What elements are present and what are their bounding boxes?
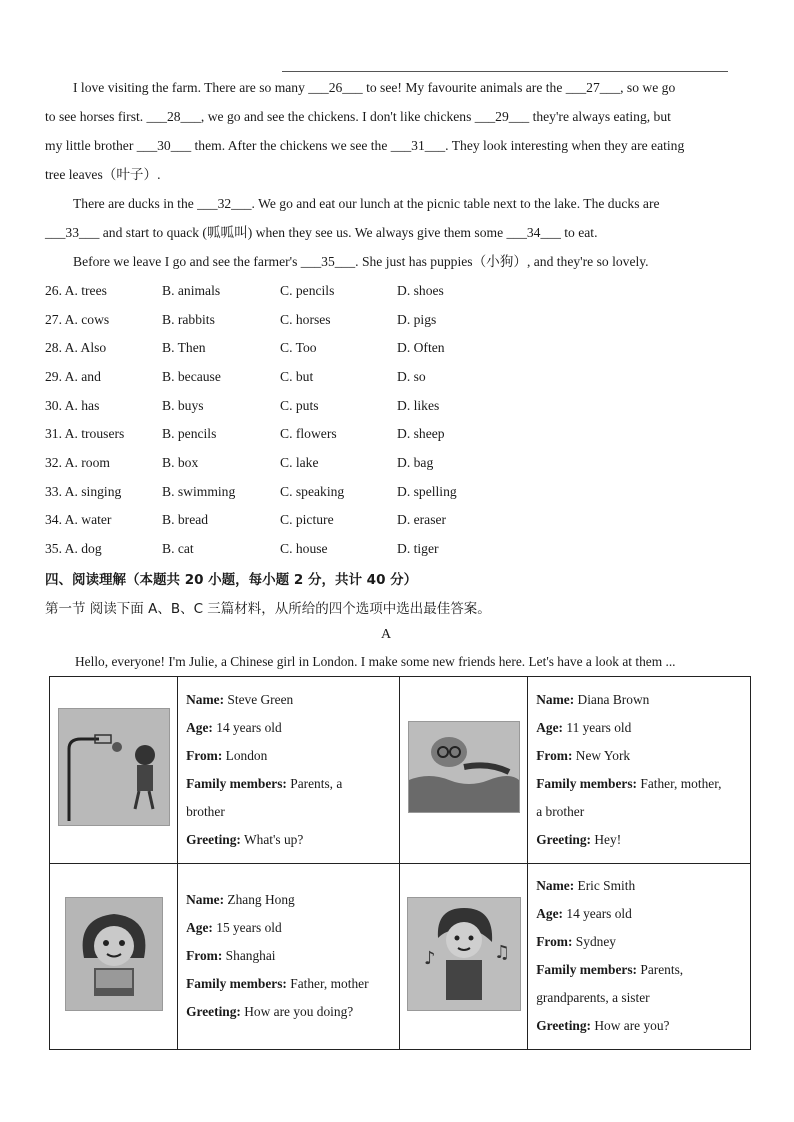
name-line [536, 872, 750, 900]
option-b[interactable]: B. box [162, 455, 199, 470]
photo-cell [400, 677, 528, 864]
option-d[interactable]: D. bag [397, 455, 434, 470]
option-a[interactable]: 26. A. trees [45, 283, 107, 298]
option-d[interactable]: D. spelling [397, 484, 457, 499]
option-c[interactable]: C. speaking [280, 484, 345, 499]
passage-line: tree leaves（叶子）. [45, 167, 161, 182]
passage-line: my little brother ___30___ them. After the chickens we see the ___31___. They look interesting when they are eating [45, 138, 685, 153]
name-line [536, 686, 750, 714]
option-b[interactable]: B. swimming [162, 484, 236, 499]
reading-intro: Hello, everyone! I'm Julie, a Chinese girl in London. I make some new friends here. Let's have a look at them ... [75, 654, 676, 669]
option-d[interactable]: D. sheep [397, 426, 445, 441]
family-value: Parents, a [290, 775, 343, 791]
option-b[interactable]: B. cat [162, 541, 194, 556]
option-b[interactable]: B. pencils [162, 426, 217, 441]
family-value: Parents, [640, 962, 684, 978]
greeting-label: Greeting: [186, 1004, 241, 1020]
option-d[interactable]: D. tiger [397, 541, 439, 556]
friend-info-zhang [178, 863, 400, 1050]
passage-line: There are ducks in the ___32___. We go and eat our lunch at the picnic table next to the lake. The ducks are [73, 196, 660, 211]
greeting-line [186, 998, 399, 1026]
option-c[interactable]: C. Too [280, 340, 317, 355]
family-line [186, 970, 399, 998]
boy-basketball-drawing-icon [58, 708, 170, 826]
passage-paragraph-2 [45, 189, 735, 247]
passage-paragraph-3 [45, 247, 735, 276]
family-value: Father, mother [290, 976, 369, 992]
option-b[interactable]: B. rabbits [162, 312, 215, 327]
option-d[interactable]: D. likes [397, 398, 440, 413]
family-value: Father, mother, [640, 775, 722, 791]
header-rule [282, 71, 728, 72]
passage-paragraph-1 [45, 73, 735, 189]
age-value: 11 years old [566, 719, 632, 735]
option-b[interactable]: B. because [162, 369, 221, 384]
option-a[interactable]: 27. A. cows [45, 312, 110, 327]
friend-info-diana [528, 677, 751, 864]
girl-reading-drawing-icon [65, 897, 163, 1011]
table-row [50, 863, 751, 1050]
option-d[interactable]: D. Often [397, 340, 445, 355]
from-value: Shanghai [225, 948, 276, 964]
passage-line: to see horses first. ___28___, we go and see the chickens. I don't like chickens ___29___ they're always eating, but [45, 109, 671, 124]
option-d[interactable]: D. so [397, 369, 426, 384]
option-b[interactable]: B. bread [162, 512, 209, 527]
family-label: Family members: [536, 962, 638, 978]
from-line [536, 742, 750, 770]
friend-info-steve [178, 677, 400, 864]
greeting-value: How are you doing? [244, 1004, 354, 1020]
option-a[interactable]: 29. A. and [45, 369, 101, 384]
family-line [536, 770, 750, 798]
family-label: Family members: [536, 775, 638, 791]
boy-music-drawing-icon [407, 897, 521, 1011]
photo-cell [400, 863, 528, 1050]
option-c[interactable]: C. house [280, 541, 328, 556]
name-line [186, 886, 399, 914]
from-line [186, 742, 399, 770]
option-a[interactable]: 34. A. water [45, 512, 112, 527]
svg-text:♪: ♪ [423, 947, 436, 969]
photo-cell [50, 863, 178, 1050]
option-c[interactable]: C. but [280, 369, 314, 384]
family-line [186, 770, 399, 798]
from-value: Sydney [575, 934, 616, 950]
age-label: Age: [536, 719, 564, 735]
greeting-line [536, 1012, 750, 1040]
family-label: Family members: [186, 976, 287, 992]
section-title: 四、阅读理解（本题共 20 小题，每小题 2 分，共计 40 分） [45, 572, 418, 588]
option-c[interactable]: C. puts [280, 398, 319, 413]
from-label: From: [186, 948, 223, 964]
option-c[interactable]: C. lake [280, 455, 319, 470]
greeting-line [186, 826, 399, 854]
age-line [186, 914, 399, 942]
option-d[interactable]: D. shoes [397, 283, 444, 298]
name-value: Eric Smith [577, 878, 636, 894]
option-b[interactable]: B. Then [162, 340, 206, 355]
family-line-2: grandparents, a sister [536, 990, 650, 1006]
option-c[interactable]: C. horses [280, 312, 331, 327]
passage-line: Before we leave I go and see the farmer's ___35___. She just has puppies（小狗）, and they're so lovely. [73, 254, 649, 269]
section-instruction: 第一节 阅读下面 A、B、C 三篇材料，从所给的四个选项中选出最佳答案。 [45, 601, 491, 617]
option-a[interactable]: 30. A. has [45, 398, 100, 413]
from-value: London [225, 747, 268, 763]
from-line [186, 942, 399, 970]
greeting-label: Greeting: [536, 831, 592, 847]
greeting-label: Greeting: [536, 1018, 592, 1034]
name-label: Name: [536, 878, 575, 894]
option-a[interactable]: 33. A. singing [45, 484, 122, 499]
passage-line: ___33___ and start to quack (呱呱叫) when they see us. We always give them some ___34___ to eat. [45, 225, 598, 240]
option-d[interactable]: D. pigs [397, 312, 437, 327]
option-d[interactable]: D. eraser [397, 512, 447, 527]
name-label: Name: [536, 691, 575, 707]
option-c[interactable]: C. flowers [280, 426, 337, 441]
name-label: Name: [186, 892, 225, 908]
name-value: Zhang Hong [227, 892, 295, 908]
family-line [536, 956, 750, 984]
option-a[interactable]: 28. A. Also [45, 340, 107, 355]
option-b[interactable]: B. buys [162, 398, 204, 413]
age-value: 14 years old [566, 906, 632, 922]
option-a[interactable]: 35. A. dog [45, 541, 102, 556]
greeting-label: Greeting: [186, 831, 241, 847]
photo-cell [50, 677, 178, 864]
greeting-value: Hey! [594, 831, 622, 847]
boy-swimming-drawing-icon [408, 721, 520, 813]
age-value: 14 years old [216, 719, 282, 735]
option-a[interactable]: 32. A. room [45, 455, 110, 470]
option-a[interactable]: 31. A. trousers [45, 426, 125, 441]
from-label: From: [536, 747, 573, 763]
from-line [536, 928, 750, 956]
name-label: Name: [186, 691, 225, 707]
from-label: From: [536, 934, 573, 950]
family-label: Family members: [186, 775, 287, 791]
friend-info-eric [528, 863, 751, 1050]
option-c[interactable]: C. pencils [280, 283, 335, 298]
greeting-value: What's up? [244, 831, 304, 847]
name-value: Steve Green [227, 691, 294, 707]
age-label: Age: [536, 906, 564, 922]
svg-text:♫: ♫ [493, 941, 510, 963]
family-line-2: a brother [536, 803, 585, 819]
from-value: New York [575, 747, 631, 763]
from-label: From: [186, 747, 223, 763]
family-line-2: brother [186, 803, 225, 819]
age-value: 15 years old [216, 920, 282, 936]
name-value: Diana Brown [577, 691, 650, 707]
name-line [186, 686, 399, 714]
part-label: A [381, 627, 392, 642]
passage-line: I love visiting the farm. There are so many ___26___ to see! My favourite animals are the ___27___, so we go [73, 80, 676, 95]
greeting-value: How are you? [594, 1018, 670, 1034]
greeting-line [536, 826, 750, 854]
age-line [186, 714, 399, 742]
age-label: Age: [186, 920, 213, 936]
age-line [536, 900, 750, 928]
option-b[interactable]: B. animals [162, 283, 221, 298]
age-line [536, 714, 750, 742]
option-c[interactable]: C. picture [280, 512, 334, 527]
friends-table [49, 676, 751, 1050]
table-row [50, 677, 751, 864]
age-label: Age: [186, 719, 213, 735]
